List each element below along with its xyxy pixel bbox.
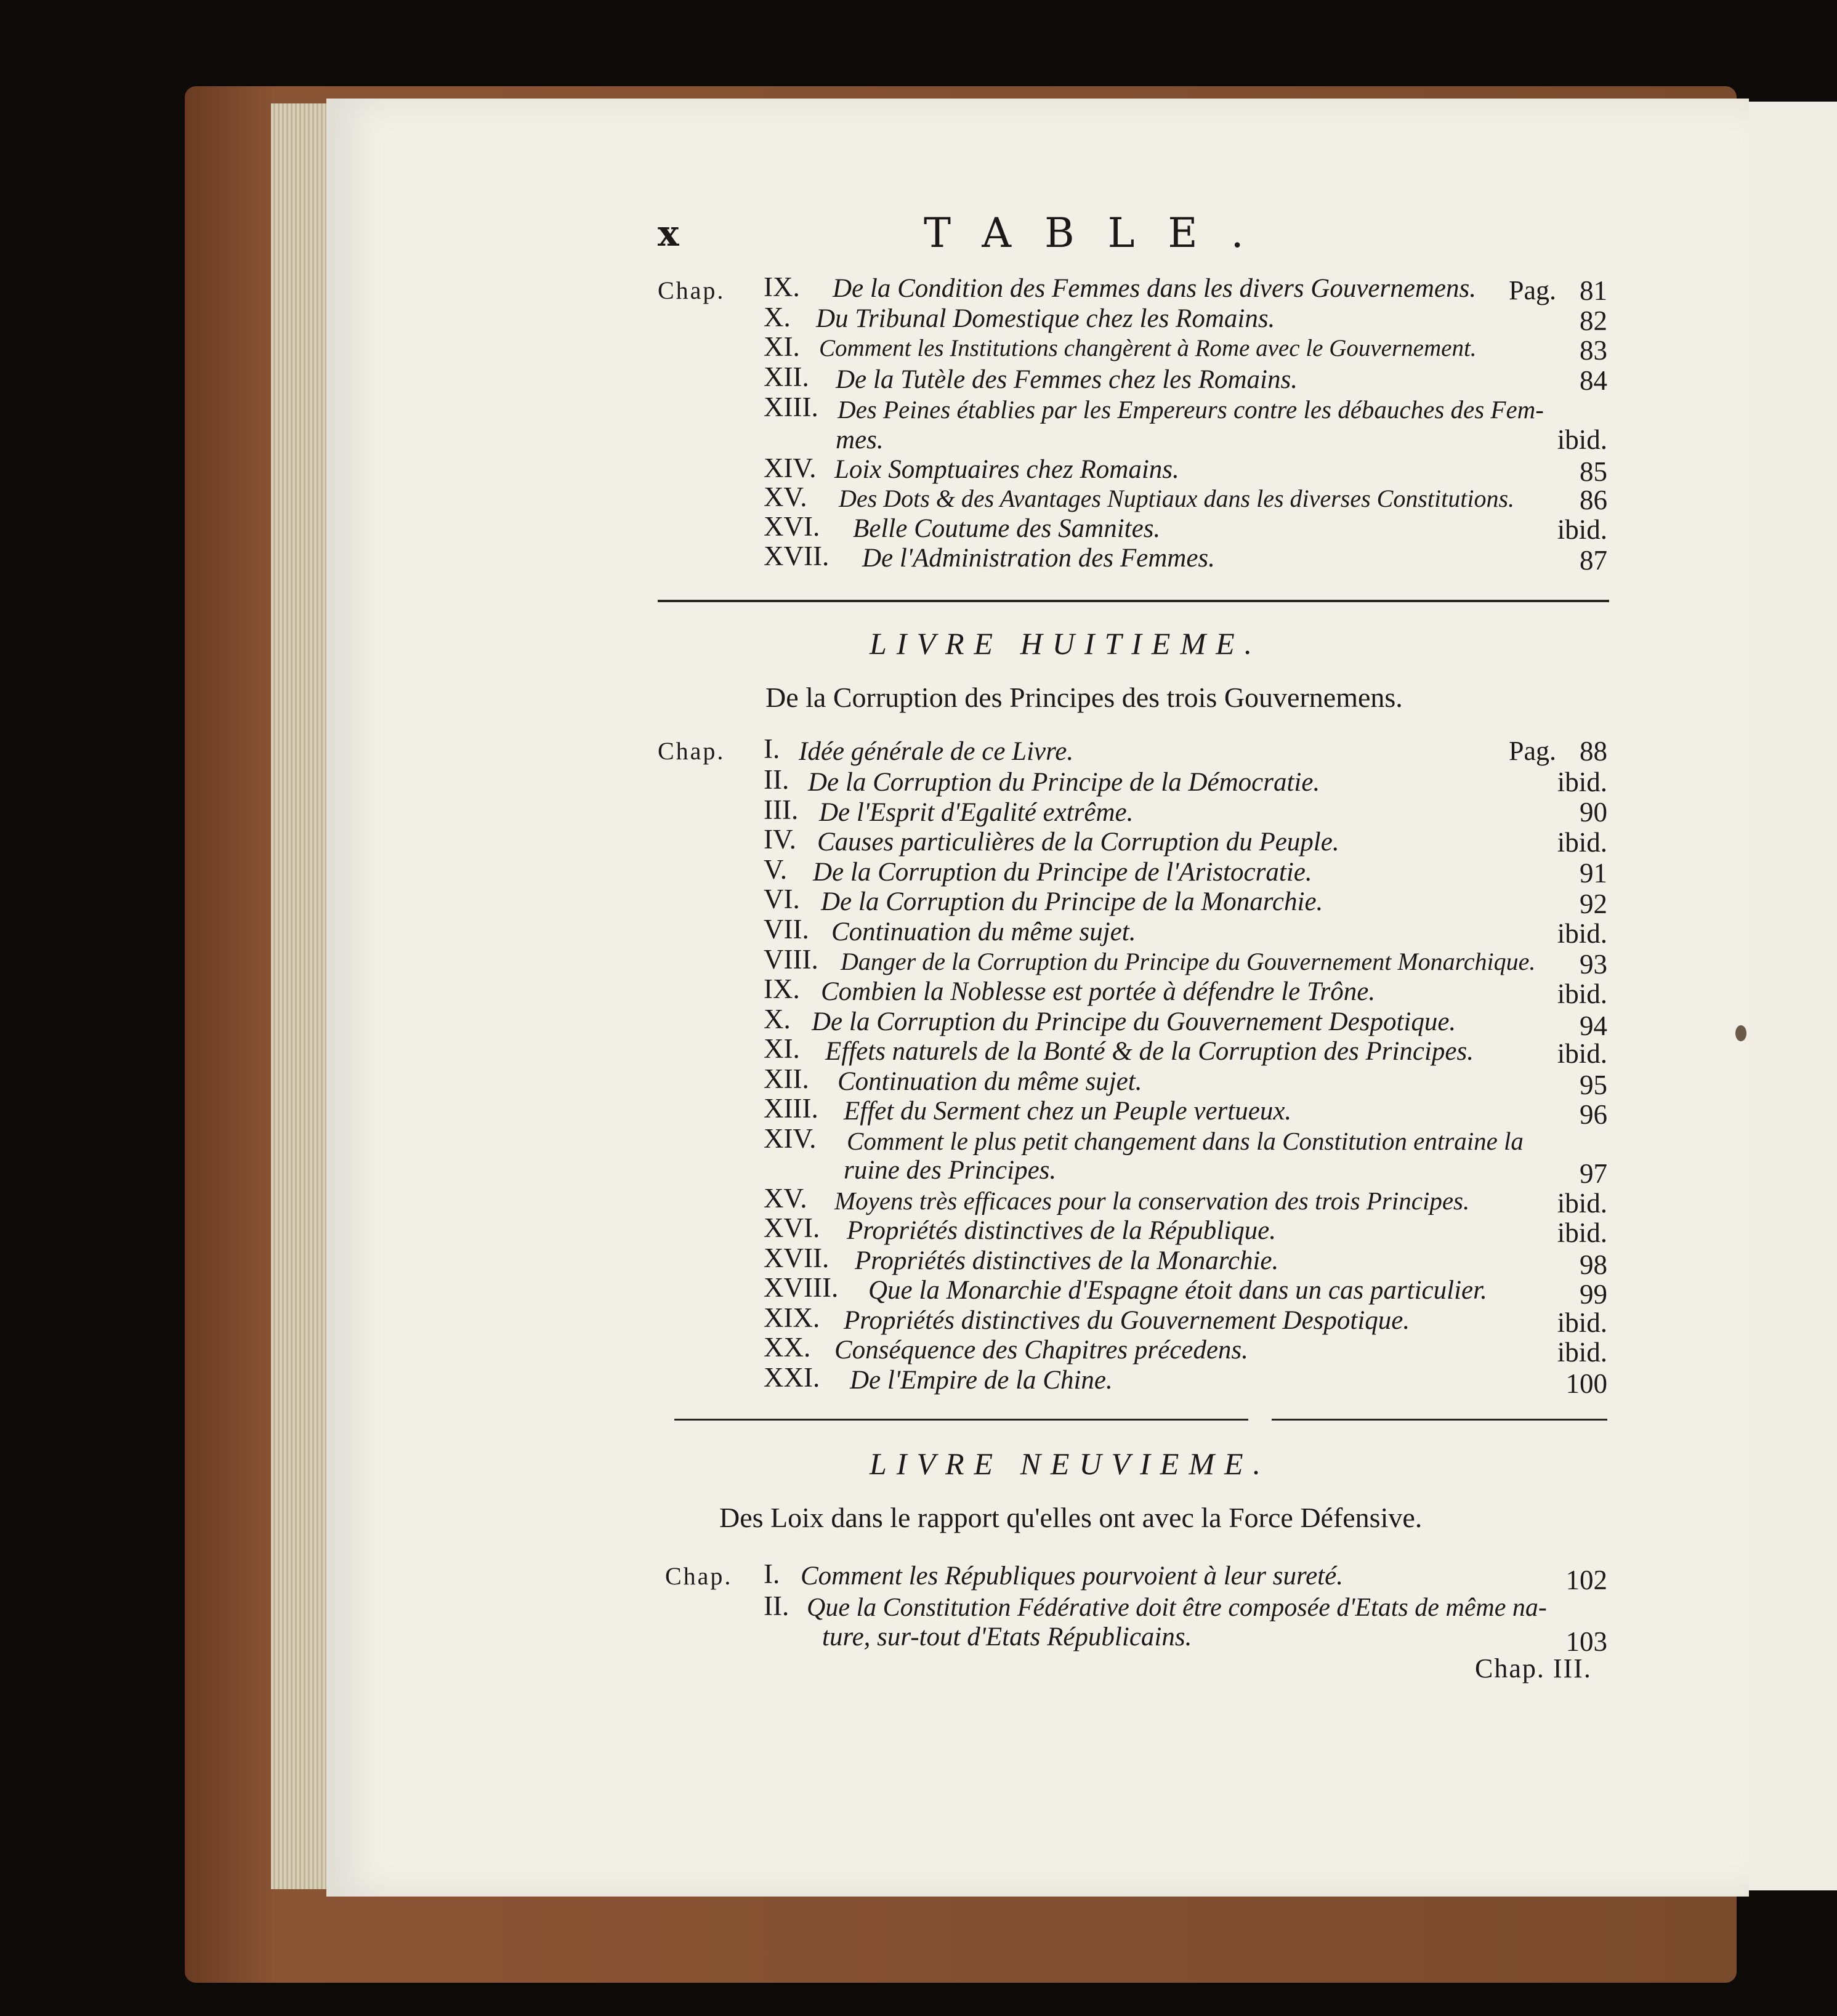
chapter-title: Continuation du même sujet. (831, 917, 1136, 946)
chapter-page: ibid. (1557, 827, 1607, 858)
chapter-page: 87 (1580, 545, 1607, 576)
chapter-number: XV. (764, 482, 807, 512)
chapter-page: 94 (1580, 1010, 1607, 1041)
pag-label: Pag. (1509, 275, 1556, 305)
chapter-page: 84 (1580, 365, 1607, 396)
page-spot (1735, 1025, 1746, 1041)
chapter-number: III. (764, 794, 799, 825)
chapter-page: 103 (1565, 1626, 1607, 1657)
chapter-title: Idée générale de ce Livre. (799, 737, 1074, 766)
chapter-title: De l'Empire de la Chine. (850, 1366, 1113, 1395)
chapter-number: XI. (764, 1033, 800, 1064)
chapter-title: Combien la Noblesse est portée à défendre le Trône. (821, 977, 1376, 1006)
page-title: TABLE. (924, 209, 1277, 257)
chapter-number: XV. (764, 1183, 807, 1214)
chapter-page: 102 (1565, 1565, 1607, 1595)
chapter-page: 100 (1565, 1368, 1607, 1399)
chapter-number: I. (764, 733, 780, 764)
chapter-number: XII. (764, 361, 809, 392)
chapter-title: De la Corruption du Principe de l'Aristocratie. (813, 858, 1312, 887)
chapter-title: Que la Monarchie d'Espagne étoit dans un cas particulier. (868, 1276, 1487, 1305)
chapter-title: Propriétés distinctives de la République. (847, 1216, 1277, 1245)
chapter-page: 85 (1580, 456, 1607, 487)
chapter-number: XIII. (764, 1093, 818, 1124)
chapter-page: 98 (1580, 1249, 1607, 1280)
chapter-title: De la Corruption du Principe de la Démocratie. (808, 768, 1320, 797)
chapter-title: Comment les Institutions changèrent à Rome avec le Gouvernement. (819, 335, 1477, 361)
chapter-page: 90 (1580, 797, 1607, 828)
chapter-page: 95 (1580, 1070, 1607, 1100)
chapter-number: XIV. (764, 453, 817, 483)
chapter-page: ibid. (1557, 918, 1607, 949)
chapter-number: II. (764, 1591, 789, 1621)
chapter-title: Danger de la Corruption du Principe du Gouvernement Monarchique. (841, 948, 1536, 975)
chapter-page: ibid. (1557, 514, 1607, 545)
chapter-page: ibid. (1557, 1337, 1607, 1368)
chapter-number: V. (764, 854, 787, 885)
chapter-number: XIII. (764, 392, 818, 422)
section-divider (658, 600, 1609, 602)
chapter-number: XVII. (764, 1243, 830, 1273)
chapter-page: ibid. (1557, 978, 1607, 1009)
chapter-number: XVII. (764, 541, 830, 571)
chapter-title: De la Corruption du Principe du Gouvernement Despotique. (812, 1007, 1456, 1036)
chapter-title: Propriétés distinctives du Gouvernement Despotique. (844, 1306, 1410, 1335)
chapter-title-continued: ture, sur-tout d'Etats Républicains. (822, 1623, 1192, 1651)
chapter-number: XX. (764, 1332, 811, 1363)
chapter-title: De la Corruption du Principe de la Monarchie. (821, 887, 1323, 916)
chapter-title: Des Peines établies par les Empereurs contre les débauches des Fem- (838, 395, 1544, 424)
chapter-title: Conséquence des Chapitres précedens. (834, 1336, 1248, 1365)
chapter-title-continued: ruine des Principes. (844, 1156, 1057, 1185)
chapter-page: 88 (1580, 736, 1607, 767)
book-heading: LIVRE NEUVIEME. (870, 1446, 1271, 1481)
chap-label: Chap. (665, 1562, 733, 1590)
chapter-page: 83 (1580, 335, 1607, 366)
facing-page-edge (1743, 102, 1837, 1890)
chapter-title: De la Tutèle des Femmes chez les Romains. (836, 365, 1298, 394)
book-subtitle: Des Loix dans le rapport qu'elles ont avec la Force Défensive. (719, 1502, 1423, 1533)
folio-number: x (658, 212, 679, 254)
chap-label: Chap. (658, 737, 725, 765)
chapter-number: I. (764, 1558, 780, 1589)
chapter-page: ibid. (1557, 767, 1607, 797)
chapter-number: VI. (764, 884, 800, 914)
chapter-title: Du Tribunal Domestique chez les Romains. (816, 304, 1275, 333)
chapter-number: XVI. (764, 1212, 820, 1243)
chapter-title: Causes particulières de la Corruption du Peuple. (817, 828, 1339, 857)
pag-label: Pag. (1509, 736, 1556, 766)
chapter-number: XXI. (764, 1362, 820, 1393)
chapter-page: 93 (1580, 949, 1607, 980)
chapter-title: Des Dots & des Avantages Nuptiaux dans les diverses Constitutions. (839, 485, 1515, 512)
chapter-title: Loix Somptuaires chez Romains. (834, 455, 1179, 484)
chapter-title: Propriétés distinctives de la Monarchie. (855, 1246, 1279, 1275)
chapter-title: De l'Administration des Femmes. (862, 544, 1215, 573)
chapter-title: Belle Coutume des Samnites. (853, 514, 1161, 543)
chapter-page: 82 (1580, 305, 1607, 336)
chapter-number: VII. (764, 914, 809, 945)
chapter-title: De l'Esprit d'Egalité extrême. (819, 798, 1134, 827)
chapter-number: X. (764, 302, 791, 333)
chapter-title: Continuation du même sujet. (838, 1067, 1142, 1096)
chapter-number: XI. (764, 331, 800, 362)
chapter-page: 81 (1580, 275, 1607, 306)
chapter-number: XVI. (764, 511, 820, 542)
chapter-title: Effet du Serment chez un Peuple vertueux. (844, 1097, 1292, 1126)
chapter-page: 91 (1580, 858, 1607, 889)
chapter-page: 86 (1580, 485, 1607, 515)
chapter-title: Comment le plus petit changement dans la Constitution entraine la (847, 1127, 1524, 1155)
chapter-number: XII. (764, 1063, 809, 1094)
section-divider (674, 1419, 1248, 1421)
chapter-number: XVIII. (764, 1272, 839, 1303)
chapter-page: 99 (1580, 1279, 1607, 1310)
chapter-number: XIV. (764, 1123, 817, 1154)
chapter-number: II. (764, 764, 789, 795)
chapter-number: IX. (764, 272, 800, 302)
chapter-page: 96 (1580, 1099, 1607, 1130)
chapter-page: ibid. (1557, 1307, 1607, 1338)
chapter-number: IX. (764, 974, 800, 1004)
chapter-number: X. (764, 1004, 791, 1034)
chapter-number: IV. (764, 824, 796, 855)
chapter-number: VIII. (764, 944, 818, 975)
chap-label: Chap. (658, 276, 725, 304)
chapter-page: ibid. (1557, 1038, 1607, 1069)
chapter-title: Moyens très efficaces pour la conservation des trois Principes. (834, 1187, 1470, 1215)
chapter-page: 92 (1580, 889, 1607, 919)
chapter-number: XIX. (764, 1302, 820, 1333)
chapter-page: ibid. (1557, 1217, 1607, 1248)
chapter-title: De la Condition des Femmes dans les divers Gouvernemens. (833, 274, 1476, 303)
chapter-title: Effets naturels de la Bonté & de la Corruption des Principes. (825, 1037, 1474, 1066)
chapter-page: ibid. (1557, 424, 1607, 455)
section-divider (1272, 1419, 1607, 1421)
book-heading: LIVRE HUITIEME. (870, 626, 1262, 661)
chapter-page: 97 (1580, 1158, 1607, 1189)
catchword: Chap. III. (1475, 1653, 1592, 1683)
book-subtitle: De la Corruption des Principes des trois Gouvernemens. (765, 682, 1403, 713)
chapter-title-continued: mes. (836, 425, 884, 454)
chapter-title: Que la Constitution Fédérative doit être composée d'Etats de même na- (807, 1594, 1547, 1622)
chapter-title: Comment les Républiques pourvoient à leur sureté. (801, 1562, 1343, 1591)
chapter-page: ibid. (1557, 1188, 1607, 1219)
